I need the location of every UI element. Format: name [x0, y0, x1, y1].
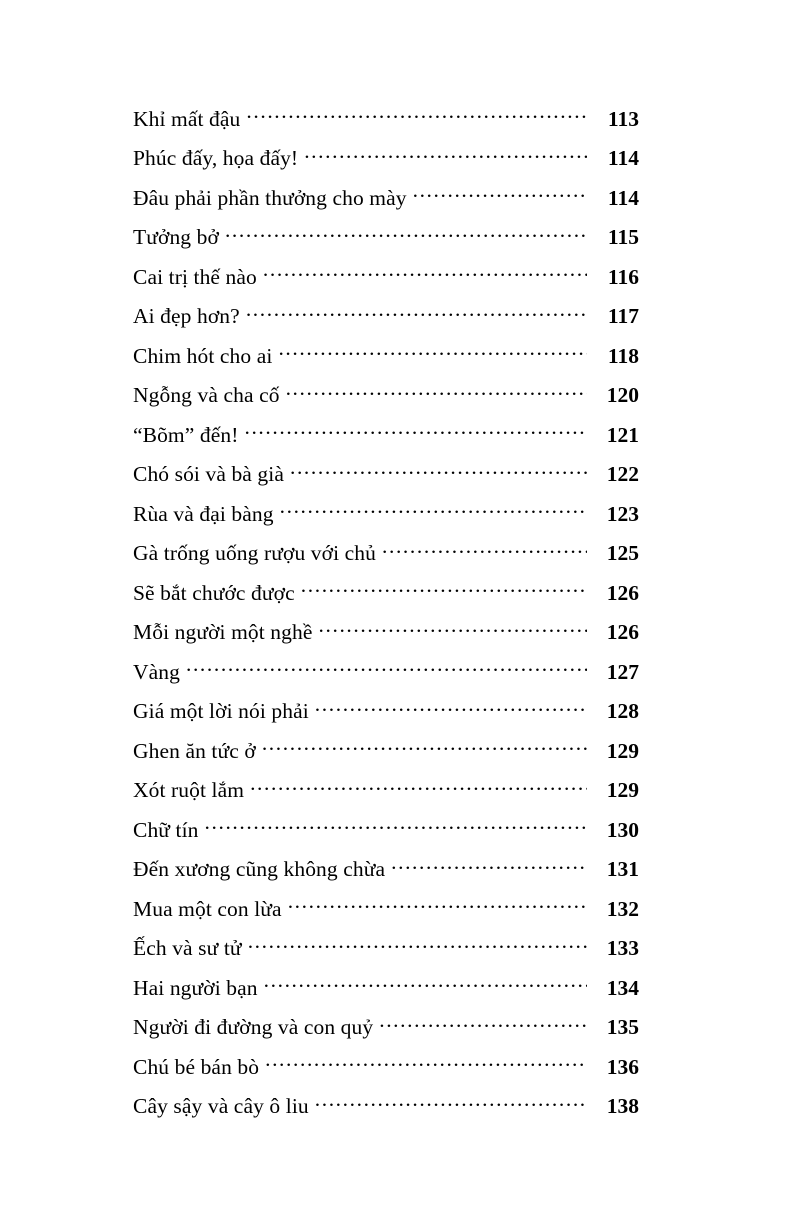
toc-entry[interactable]	[133, 973, 639, 1013]
toc-entry-title: Ngỗng và cha cố	[133, 383, 280, 407]
toc-entry-title: Tưởng bở	[133, 225, 219, 249]
toc-leader-dots	[319, 618, 587, 640]
toc-entry-title: Hai người bạn	[133, 975, 258, 1000]
toc-leader-dots	[301, 578, 587, 600]
toc-entry-title: Vàng	[133, 659, 180, 684]
toc-leader-dots	[265, 1052, 587, 1074]
toc-leader-dots	[286, 381, 587, 403]
toc-leader-dots	[250, 776, 587, 798]
toc-leader-dots	[246, 302, 587, 324]
toc-entry-title: Chữ tín	[133, 817, 199, 842]
toc-entry[interactable]	[133, 104, 639, 144]
toc-entry-title: Khỉ mất đậu	[133, 106, 241, 131]
toc-entry[interactable]	[133, 934, 639, 974]
toc-entry-page-number: 123	[606, 501, 639, 526]
toc-entry-title: Chim hót cho ai	[133, 343, 273, 368]
toc-entry-title: Cây sậy và cây ô liu	[133, 1094, 309, 1118]
toc-entry-title: Đến xương cũng không chừa	[133, 857, 386, 881]
toc-entry[interactable]	[133, 855, 639, 895]
toc-entry-page-number: 131	[606, 857, 639, 881]
toc-entry[interactable]	[133, 223, 639, 263]
toc-entry[interactable]	[133, 499, 639, 539]
toc-entry[interactable]	[133, 894, 639, 934]
toc-entry-page-number: 126	[606, 620, 639, 644]
toc-leader-dots	[278, 341, 587, 363]
toc-entry[interactable]	[133, 618, 639, 658]
toc-entry-title: Đâu phải phần thưởng cho mày	[133, 185, 407, 210]
toc-entry-page-number: 115	[607, 225, 639, 249]
toc-entry[interactable]	[133, 1092, 639, 1132]
toc-entry-title: Ếch và sư tử	[133, 936, 242, 960]
toc-entry-page-number: 113	[607, 106, 639, 131]
toc-leader-dots	[304, 144, 587, 166]
toc-entry-title: “Bõm” đến!	[133, 422, 239, 447]
toc-entry[interactable]	[133, 539, 639, 579]
toc-entry[interactable]	[133, 381, 639, 421]
toc-leader-dots	[391, 855, 587, 877]
toc-entry-page-number: 138	[606, 1094, 639, 1118]
toc-entry-title: Ghen ăn tức ở	[133, 738, 256, 763]
toc-entry-title: Giá một lời nói phải	[133, 699, 309, 723]
toc-entry-page-number: 135	[606, 1015, 639, 1039]
toc-entry-title: Chó sói và bà già	[133, 462, 284, 486]
toc-entry-title: Rùa và đại bàng	[133, 501, 274, 526]
toc-leader-dots	[382, 539, 587, 561]
toc-leader-dots	[413, 183, 587, 205]
toc-entry-title: Ai đẹp hơn?	[133, 304, 240, 328]
toc-entry-page-number: 118	[607, 343, 639, 368]
toc-entry-page-number: 129	[606, 778, 639, 802]
toc-entry-page-number: 132	[606, 896, 639, 921]
toc-entry-title: Phúc đấy, họa đấy!	[133, 146, 299, 170]
toc-leader-dots	[225, 223, 587, 245]
toc-entry[interactable]	[133, 420, 639, 460]
toc-leader-dots	[280, 499, 587, 521]
toc-leader-dots	[288, 894, 587, 916]
toc-leader-dots	[263, 262, 587, 284]
toc-entry[interactable]	[133, 1052, 639, 1092]
toc-entry-page-number: 136	[606, 1054, 639, 1079]
toc-leader-dots	[315, 697, 587, 719]
toc-entry-page-number: 122	[606, 462, 639, 486]
toc-entry[interactable]	[133, 183, 639, 223]
toc-entry[interactable]	[133, 302, 639, 342]
toc-entry-page-number: 114	[607, 146, 639, 170]
toc-entry-title: Chú bé bán bò	[133, 1054, 260, 1079]
toc-entry-page-number: 116	[607, 264, 639, 289]
toc-entry-page-number: 129	[606, 738, 639, 763]
toc-entry-page-number: 133	[606, 936, 639, 960]
toc-entry-title: Gà trống uống rượu với chủ	[133, 541, 376, 565]
toc-entry[interactable]	[133, 1013, 639, 1053]
toc-entry-title: Mua một con lừa	[133, 896, 282, 921]
toc-entry[interactable]	[133, 341, 639, 381]
toc-entry-page-number: 134	[606, 975, 639, 1000]
toc-entry-title: Người đi đường và con quỷ	[133, 1015, 374, 1039]
toc-leader-dots	[244, 420, 587, 442]
toc-entry-page-number: 128	[606, 699, 639, 723]
toc-entry[interactable]	[133, 815, 639, 855]
toc-entry[interactable]	[133, 776, 639, 816]
toc-entry-page-number: 117	[607, 304, 639, 328]
toc-leader-dots	[262, 736, 587, 758]
toc-entry[interactable]	[133, 657, 639, 697]
toc-entry-page-number: 114	[607, 185, 639, 210]
toc-leader-dots	[379, 1013, 587, 1035]
toc-leader-dots	[246, 104, 587, 126]
toc-entry[interactable]	[133, 262, 639, 302]
toc-entry[interactable]	[133, 144, 639, 184]
toc-leader-dots	[315, 1092, 587, 1114]
toc-leader-dots	[248, 934, 587, 956]
toc-entry-title: Mỗi người một nghề	[133, 620, 313, 644]
toc-entry-page-number: 121	[606, 422, 639, 447]
toc-entry-title: Xót ruột lắm	[133, 778, 245, 802]
toc-leader-dots	[290, 460, 587, 482]
toc-leader-dots	[186, 657, 587, 679]
toc-entry-page-number: 125	[606, 541, 639, 565]
toc-entry-page-number: 130	[606, 817, 639, 842]
toc-leader-dots	[205, 815, 587, 837]
toc-entry-page-number: 127	[606, 659, 639, 684]
toc-entry[interactable]	[133, 736, 639, 776]
toc-entry-page-number: 120	[606, 383, 639, 407]
table-of-contents	[133, 104, 639, 1131]
toc-entry[interactable]	[133, 460, 639, 500]
toc-entry-title: Sẽ bắt chước được	[133, 580, 295, 605]
toc-entry-title: Cai trị thế nào	[133, 264, 257, 289]
toc-entry-page-number: 126	[606, 580, 639, 605]
toc-leader-dots	[264, 973, 587, 995]
toc-entry[interactable]	[133, 578, 639, 618]
toc-entry[interactable]	[133, 697, 639, 737]
